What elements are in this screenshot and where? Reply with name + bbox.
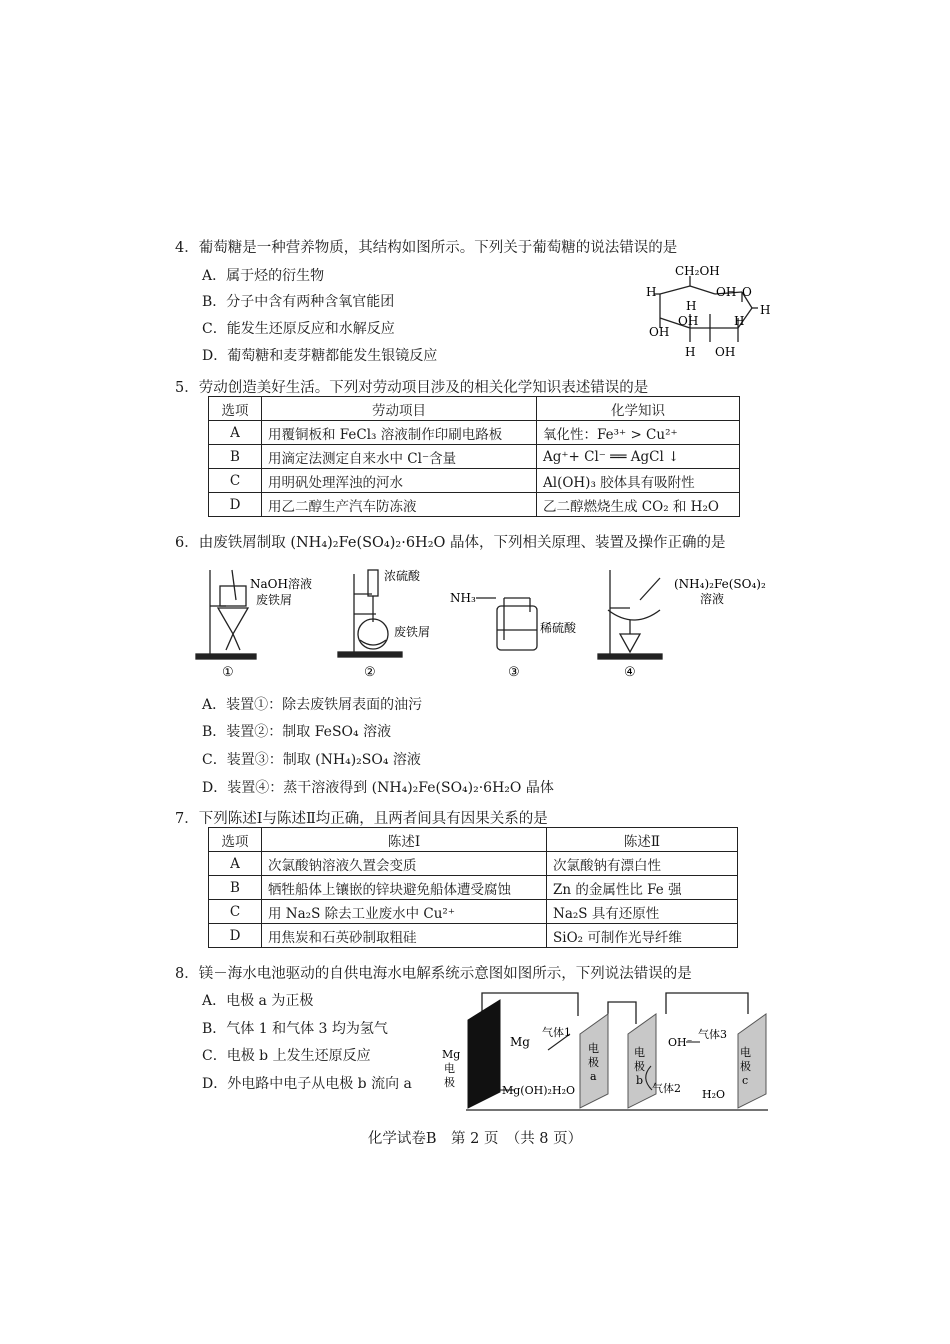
electrode-c-3: c: [742, 1074, 749, 1087]
electrode-b-2: 极: [634, 1060, 645, 1073]
glucose-oh3: OH: [678, 314, 699, 328]
q7-a-statement-2: 次氯酸钠有漂白性: [547, 852, 738, 876]
glucose-h4: H: [685, 345, 696, 359]
table-row: [209, 469, 740, 493]
q5-d-knowledge: 乙二醇燃烧生成 CO₂ 和 H₂O: [537, 493, 740, 517]
q7-d-statement-1: 用焦炭和石英砂制取粗硅: [262, 924, 547, 948]
apparatus-number-2: ②: [364, 665, 376, 680]
q7-b-statement-2: Zn 的金属性比 Fe 强: [547, 876, 738, 900]
q5-a-knowledge: 氧化性：Fe³⁺ > Cu²⁺: [537, 421, 740, 445]
glucose-o: O: [742, 285, 752, 299]
q5-header-knowledge: 化学知识: [537, 397, 740, 421]
table-row: [209, 445, 740, 469]
apparatus-number-4: ④: [624, 665, 636, 680]
mg-electrode-label-1: Mg: [442, 1048, 461, 1061]
mg-electrode: [468, 1000, 500, 1108]
q7-table: [208, 827, 738, 948]
q7-header-option: 选项: [209, 828, 262, 852]
oh-ion-label: OH⁻: [668, 1036, 693, 1049]
q4-option-d: D．葡萄糖和麦芽糖都能发生银镜反应: [202, 348, 438, 364]
table-row: [209, 421, 740, 445]
q4-stem: 4．葡萄糖是一种营养物质，其结构如图所示。下列关于葡萄糖的说法错误的是: [175, 240, 678, 256]
q7-d-label: D: [209, 924, 262, 948]
h2o-label-1: H₂O: [552, 1084, 576, 1097]
label-naoh: NaOH溶液: [250, 577, 312, 591]
q7-header-statement-1: 陈述Ⅰ: [262, 828, 547, 852]
q5-d-label: D: [209, 493, 262, 517]
q7-b-label: B: [209, 876, 262, 900]
gas-1-label: 气体1: [542, 1026, 571, 1039]
glucose-h2: H: [686, 299, 697, 313]
q6-stem: 6．由废铁屑制取 (NH₄)₂Fe(SO₄)₂·6H₂O 晶体，下列相关原理、装置及操作正确的是: [175, 535, 726, 551]
q5-c-knowledge: Al(OH)₃ 胶体具有吸附性: [537, 469, 740, 493]
page-footer: 化学试卷B 第 2 页 （共 8 页）: [367, 1131, 583, 1147]
table-row: [209, 493, 740, 517]
label-conc-acid: 浓硫酸: [384, 569, 421, 583]
q7-a-statement-1: 次氯酸钠溶液久置会变质: [262, 852, 547, 876]
q5-table: [208, 396, 740, 517]
q7-c-statement-1: 用 Na₂S 除去工业废水中 Cu²⁺: [262, 900, 547, 924]
q5-b-knowledge: Ag⁺+ Cl⁻ ══ AgCl ↓: [537, 445, 740, 469]
q7-stem: 7．下列陈述Ⅰ与陈述Ⅱ均正确，且两者间具有因果关系的是: [175, 811, 548, 827]
apparatus-number-3: ③: [508, 665, 520, 680]
glucose-h3: H: [734, 314, 745, 328]
label-salt-2: 溶液: [700, 592, 725, 606]
q7-c-statement-2: Na₂S 具有还原性: [547, 900, 738, 924]
label-scrap-2: 废铁屑: [394, 625, 431, 639]
q5-b-project: 用滴定法测定自来水中 Cl⁻含量: [262, 445, 537, 469]
q5-header-option: 选项: [209, 397, 262, 421]
mg-electrode-label-2: 电: [444, 1062, 455, 1075]
electrode-b-1: 电: [634, 1046, 645, 1059]
glucose-oh1: OH: [716, 285, 737, 299]
q7-d-statement-2: SiO₂ 可制作光导纤维: [547, 924, 738, 948]
electrolysis-system-figure: [438, 990, 774, 1114]
q7-header-statement-2: 陈述Ⅱ: [547, 828, 738, 852]
mg-label: Mg: [510, 1035, 530, 1049]
q7-c-label: C: [209, 900, 262, 924]
q6-option-d: D．装置④：蒸干溶液得到 (NH₄)₂Fe(SO₄)₂·6H₂O 晶体: [202, 780, 554, 796]
q4-option-b: B．分子中含有两种含氧官能团: [202, 294, 395, 310]
electrode-a-2: 极: [588, 1056, 599, 1069]
q5-stem: 5．劳动创造美好生活。下列对劳动项目涉及的相关化学知识表述错误的是: [175, 380, 649, 396]
q5-c-label: C: [209, 469, 262, 493]
electrode-a-3: a: [590, 1070, 597, 1083]
q5-c-project: 用明矾处理浑浊的河水: [262, 469, 537, 493]
electrode-c-2: 极: [740, 1060, 751, 1073]
gas-2-label: 气体2: [652, 1082, 681, 1095]
label-nh3: NH₃: [450, 591, 476, 605]
glucose-structure: [630, 258, 790, 366]
q8-stem: 8．镁－海水电池驱动的自供电海水电解系统示意图如图所示，下列说法错误的是: [175, 966, 692, 982]
table-row: [209, 900, 738, 924]
q5-a-project: 用覆铜板和 FeCl₃ 溶液制作印刷电路板: [262, 421, 537, 445]
q8-option-b: B．气体 1 和气体 3 均为氢气: [202, 1021, 388, 1037]
q5-header-project: 劳动项目: [262, 397, 537, 421]
q5-b-label: B: [209, 445, 262, 469]
table-row: [209, 924, 738, 948]
label-salt-1: (NH₄)₂Fe(SO₄)₂: [674, 577, 766, 591]
electrode-b-3: b: [636, 1074, 644, 1087]
apparatus-number-1: ①: [222, 665, 234, 680]
glucose-oh2: OH: [649, 325, 670, 339]
q6-option-b: B．装置②：制取 FeSO₄ 溶液: [202, 724, 392, 740]
q6-apparatus-figure: [190, 560, 770, 682]
mg-electrode-label-3: 极: [444, 1076, 455, 1089]
q6-option-c: C．装置③：制取 (NH₄)₂SO₄ 溶液: [202, 752, 421, 768]
mgoh2-label: Mg(OH)₂: [502, 1084, 552, 1097]
glucose-h-aldehyde: H: [760, 303, 771, 317]
table-row: [209, 876, 738, 900]
glucose-oh4: OH: [715, 345, 736, 359]
q8-option-d: D．外电路中电子从电极 b 流向 a: [202, 1076, 412, 1092]
electrode-c-1: 电: [740, 1046, 751, 1059]
glucose-h5: H: [648, 360, 649, 361]
glucose-ch2oh: CH₂OH: [675, 264, 720, 278]
q4-option-a: A．属于烃的衍生物: [202, 268, 325, 284]
glucose-h1: H: [646, 285, 657, 299]
q6-option-a: A．装置①：除去废铁屑表面的油污: [202, 697, 423, 713]
q4-option-c: C．能发生还原反应和水解反应: [202, 321, 395, 337]
label-dilute-acid: 稀硫酸: [540, 621, 577, 635]
q5-a-label: A: [209, 421, 262, 445]
electrode-a-1: 电: [588, 1042, 599, 1055]
q8-option-c: C．电极 b 上发生还原反应: [202, 1048, 371, 1064]
table-row: [209, 852, 738, 876]
label-scrap-1: 废铁屑: [256, 593, 293, 607]
q7-b-statement-1: 牺牲船体上镶嵌的锌块避免船体遭受腐蚀: [262, 876, 547, 900]
q5-d-project: 用乙二醇生产汽车防冻液: [262, 493, 537, 517]
q7-a-label: A: [209, 852, 262, 876]
gas-3-label: 气体3: [698, 1028, 727, 1041]
q8-option-a: A．电极 a 为正极: [202, 993, 314, 1009]
h2o-label-2: H₂O: [702, 1088, 726, 1101]
